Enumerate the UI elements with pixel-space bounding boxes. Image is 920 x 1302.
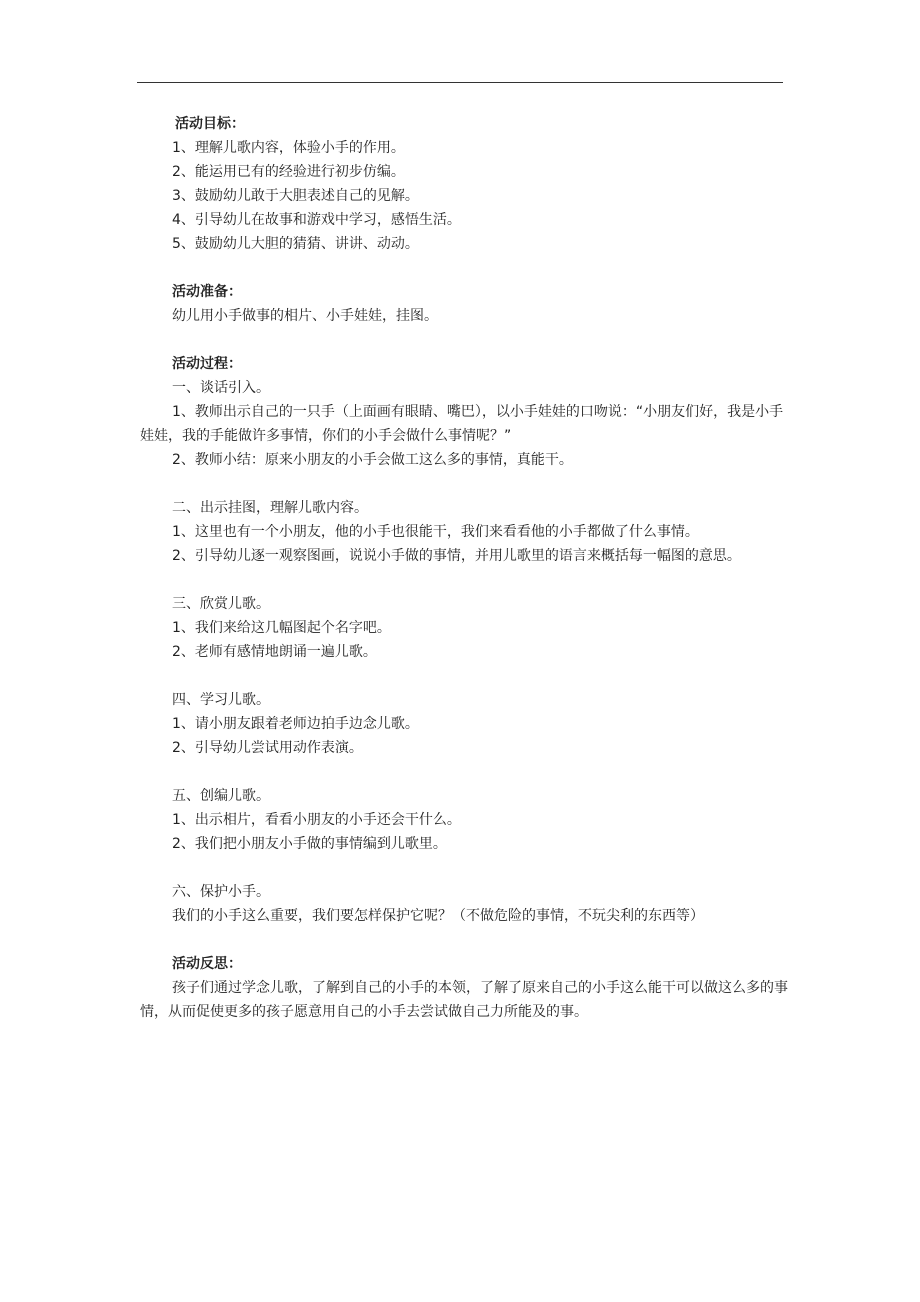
spacer xyxy=(140,472,790,496)
preparation-text: 幼儿用小手做事的相片、小手娃娃，挂图。 xyxy=(172,308,438,324)
spacer xyxy=(140,256,790,280)
section-paragraph: 2、引导幼儿尝试用动作表演。 xyxy=(172,740,363,756)
section-title: 四、学习儿歌。 xyxy=(172,692,270,708)
goal-item: 1、理解儿歌内容，体验小手的作用。 xyxy=(172,140,405,156)
goal-item: 3、鼓励幼儿敢于大胆表述自己的见解。 xyxy=(172,188,419,204)
spacer xyxy=(140,928,790,952)
section-paragraph: 2、引导幼儿逐一观察图画，说说小手做的事情，并用儿歌里的语言来概括每一幅图的意思。 xyxy=(172,548,741,564)
preparation-heading: 活动准备： xyxy=(172,284,242,300)
section-paragraph: 1、出示相片，看看小朋友的小手还会干什么。 xyxy=(172,812,461,828)
section-title: 三、欣赏儿歌。 xyxy=(172,596,270,612)
spacer xyxy=(140,664,790,688)
section-title: 五、创编儿歌。 xyxy=(172,788,270,804)
section-paragraph: 1、这里也有一个小朋友，他的小手也很能干，我们来看看他的小手都做了什么事情。 xyxy=(172,524,699,540)
spacer xyxy=(140,328,790,352)
section-paragraph: 2、我们把小朋友小手做的事情编到儿歌里。 xyxy=(172,836,447,852)
reflection-text: 孩子们通过学念儿歌，了解到自己的小手的本领，了解了原来自己的小手这么能干可以做这么多的事情，从而促使更多的孩子愿意用自己的小手去尝试做自己力所能及的事。 xyxy=(140,980,788,1020)
section-paragraph: 我们的小手这么重要，我们要怎样保护它呢？（不做危险的事情，不玩尖利的东西等） xyxy=(172,908,704,924)
goals-heading: 活动目标： xyxy=(175,116,245,132)
goal-item: 5、鼓励幼儿大胆的猜猜、讲讲、动动。 xyxy=(172,236,419,252)
section-paragraph: 2、教师小结：原来小朋友的小手会做工这么多的事情，真能干。 xyxy=(172,452,573,468)
header-rule xyxy=(137,82,783,83)
spacer xyxy=(140,568,790,592)
section-paragraph: 1、教师出示自己的一只手（上面画有眼睛、嘴巴），以小手娃娃的口吻说：“小朋友们好，我是小手娃娃，我的手能做许多事情，你们的小手会做什么事情呢？” xyxy=(140,404,784,444)
spacer xyxy=(140,760,790,784)
section-title: 一、谈话引入。 xyxy=(172,380,270,396)
section-paragraph: 1、请小朋友跟着老师边拍手边念儿歌。 xyxy=(172,716,419,732)
section-paragraph: 1、我们来给这几幅图起个名字吧。 xyxy=(172,620,391,636)
goal-item: 4、引导幼儿在故事和游戏中学习，感悟生活。 xyxy=(172,212,461,228)
reflection-heading: 活动反思： xyxy=(172,956,242,972)
section-title: 六、保护小手。 xyxy=(172,884,270,900)
goal-item: 2、能运用已有的经验进行初步仿编。 xyxy=(172,164,405,180)
process-heading: 活动过程： xyxy=(172,356,242,372)
spacer xyxy=(140,856,790,880)
section-title: 二、出示挂图，理解儿歌内容。 xyxy=(172,500,368,516)
section-paragraph: 2、老师有感情地朗诵一遍儿歌。 xyxy=(172,644,377,660)
document-body xyxy=(140,112,790,1024)
